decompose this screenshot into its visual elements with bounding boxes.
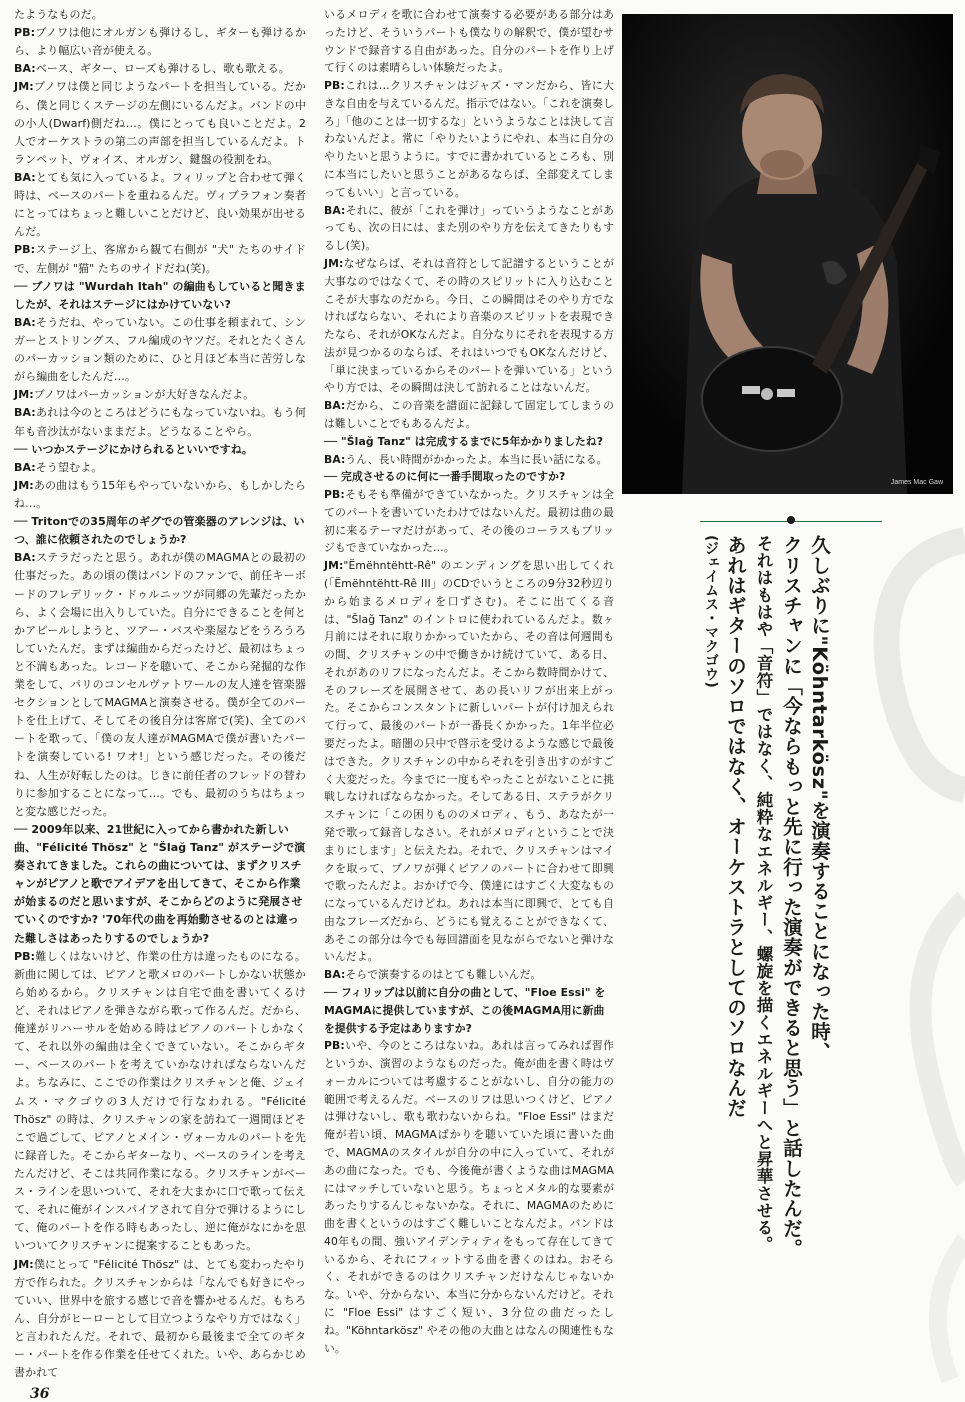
interview-answer: [14, 948, 306, 1256]
speaker-initials: JM:: [324, 559, 344, 573]
answer-text: なぜならば、それは音符として記譜するということが大事なのではなくて、その時のスピリットに入り込むことこそが大事なのだから。今日、この瞬間はそのやり方でなければならない、それにより音楽のスピリットを表現できたなら、それがOKなんだよ。自分なりにそれを表現する方法が見つかるのならば、それはいつでもOKなんだけど、「単に決まっているからそのパートを弾いている」というやり方では、その瞬間は決して訪れることはないんだ。: [324, 256, 614, 395]
answer-text: ステージ上、客席から観て右側が "犬" たちのサイドで、左側が "猫" たちのサイドだね(笑)。: [14, 243, 306, 275]
speaker-initials: JM:: [14, 388, 34, 402]
interview-answer: [14, 78, 306, 169]
speaker-initials: BA:: [14, 315, 36, 329]
answer-text: 僕にとって "Félicité Thösz" は、とても変わったやり方で作られた。クリスチャンからは「なんでも好きにやっていい、世界中を旅する感じで音を響かせるんだ。もちろん、自分がヒーローとして目立つようなやり方ではなく」と言われたんだ。それで、最初から最後まで全てのギター・パートを作る作業を任せてくれた。いや、あらかじめ書かれて: [14, 1257, 306, 1380]
pullquote-line-2: クリスチャンに「今ならもっと先に行った演奏ができると思う」と話したんだ。: [780, 535, 803, 1259]
speaker-initials: BA:: [14, 62, 36, 76]
interview-answer: [324, 255, 614, 397]
speaker-initials: PB:: [14, 243, 36, 257]
interview-question: ── 完成させるのに何に一番手間取ったのですか?: [324, 470, 566, 484]
interview-answer: [324, 966, 614, 984]
interview-answer: [324, 557, 614, 966]
speaker-initials: PB:: [324, 1039, 345, 1053]
answer-text: ブノワはパーカッションが大好きなんだよ。: [33, 388, 255, 402]
interview-answer: [14, 169, 306, 241]
answer-text: たようなものだ。: [14, 8, 103, 21]
speaker-initials: BA:: [324, 452, 346, 466]
interview-answer: [14, 314, 306, 386]
interview-answer: [324, 1037, 614, 1357]
interview-answer: [14, 60, 306, 78]
concert-photo-image: [622, 14, 953, 494]
interview-answer: [324, 397, 614, 433]
speaker-initials: BA:: [324, 203, 346, 217]
speaker-initials: PB:: [324, 488, 345, 502]
interview-answer: [14, 1256, 306, 1383]
interview-question: ── "Šlağ Tanz" は完成するまでに5年かかりましたね?: [324, 434, 604, 448]
interview-answer: [324, 486, 614, 557]
answer-text: とても気に入っているよ。フィリップと合わせて弾く時は、ベースのパートを重ねるんだ。ヴィブラフォン奏者にとってはちょっと難しいことだけど、良い効果が出せるんだ。: [14, 170, 306, 239]
answer-text: ベース、ギター、ローズも弾けるし、歌も歌える。: [35, 62, 290, 76]
interview-answer: [324, 202, 614, 255]
speaker-initials: JM:: [14, 478, 34, 492]
answer-text: これは…クリスチャンはジャズ・マンだから、皆に大きな自由を与えているんだ。指示ではない。「これを演奏しろ」「他のことは一切するな」というようなことは決して言わないんだよ。常に「やりたいようにやれ、本当に自分のやりたいと思うように。すでに書かれているところも、別に本当にしたいと思うことがあるならば、全部変えてしまってもいい」と言っている。: [324, 79, 614, 199]
answer-text: 難しくはないけど、作業の仕方は違ったものになる。新曲に関しては、ピアノと歌メロのパートしかない状態から始めるから。クリスチャンは自宅で曲を書いてくるけど、それはピアノを弾きながら歌って作るんだ。だから、俺達がリハーサルを始める時はピアノのパートしかなくて、それ以外の編曲は全くできていない。そこからギター、ベースのパートを考えていかなければならないんだよ。ちなみに、ここでの作業はクリスチャンと俺、ジェイムス・マクゴウの3人だけで行なわれる。"Félicité Thösz" の時は、クリスチャンの家を訪ねて一週間ほどそこで過ごして、ピアノとメイン・ヴォーカルのパートを先に録音した。そこからギターなり、ベースのラインを考えたんだけど、そこは共同作業になる。クリスチャンがベース・ラインを思いついて、それを大まかに口で歌って伝えて、それに俺がインスパイアされて自分で弾けるようにして、俺のパートを作る時もあったし、逆に俺がなにかを思いついてクリスチャンに提案することもあった。: [14, 949, 306, 1253]
interview-answer: [14, 386, 306, 404]
pullquote-attribution: (ジェイムス・マクゴウ): [703, 535, 719, 688]
answer-text: そらで演奏するのはとても難しいんだ。: [345, 968, 542, 982]
speaker-initials: BA:: [14, 170, 36, 184]
answer-text: そう望むよ。: [35, 460, 103, 474]
answer-text: "Ëmëhntëhtt-Rê" のエンディングを思い出してくれ(「Ëmëhntëhtt-Rê III」のCDでいうところの9分32秒辺りから始まるメロディを口ずさむ)。そこに出てくる音は、"Šlağ Tanz" のイントロに使われているんだよ。数ヶ月前にはそれに取りかかっていたから、その音は何週間もの間、クリスチャンの中で働きかけ続けていて、ある日、それがあのリフになったんだよ。そこから数時間かけて、そのフレーズを展開させて、あの長いリフが出来上がった。そこからコンスタントに新しいパートが付け加えられて行って、最後のパートが一番長くかかった。1年半位必要だったよ。暗闇の只中で啓示を受けるような感じで最後はできた。クリスチャンの中からそれを引き出すのがすごく大変だった。今までに一度もやったことがないことに挑戦しなければならなかった。そしてある日、ステラがクリスチャンに「この困りもののメロディ、もう、あなたが一発で歌って録音しなさい。それがメロディということで決まりにします」と伝えたね。それで、クリスチャンはマイクを取って、ブノワが弾くピアノのパートに合わせて即興で歌ったんだよ。おかげで今、僕達にはすごく大変なものになっているんだけどね。あれは本当に即興で、とても自由なフレーズだから、どうにも覚えることができなくて、あそこの部分は今でも毎回譜面を見ながらでないと弾けないんだよ。: [324, 559, 614, 964]
article-column-1: [14, 6, 306, 1382]
interview-question: ── ブノワは "Wurdah Itah" の編曲もしていると聞きましたが、それはステージにはかけていない?: [14, 279, 306, 311]
background-swirl-ornament: [830, 480, 965, 1400]
speaker-initials: JM:: [324, 256, 344, 270]
speaker-initials: BA:: [14, 406, 36, 420]
answer-text: あれは今のところはどうにもなっていないね。もう何年も音沙汰がないままだよ。どうなることやら。: [14, 406, 306, 438]
speaker-initials: JM:: [14, 80, 34, 94]
speaker-initials: BA:: [14, 551, 36, 565]
answer-text: それに、彼が「これを弾け」っていうようなことがあっても、次の日には、また別のやり方を伝えてきたりもするし(笑)。: [324, 203, 614, 253]
interview-question: ── Tritonでの35周年のギグでの管楽器のアレンジは、いつ、誰に依頼されたのでしょうか?: [14, 515, 305, 547]
interview-question: ── 2009年以来、21世紀に入ってから書かれた新しい曲、"Félicité Thösz" と "Šlağ Tanz" がステージで演奏されてきました。これらの曲については、まずクリスチャンがピアノと歌でアイデアを出してきて、そこから作業が始まるのだと思いますが、そこからどのように発展させていくのですか? '70年代の曲を再始動させるのとは違った難しさはあったりするのでしょうか?: [14, 822, 306, 945]
article-column-2: [324, 6, 614, 1357]
answer-text: ブノワは他にオルガンも弾けるし、ギターも弾けるから、より幅広い音が使える。: [14, 26, 306, 58]
page-number: 36: [30, 1386, 50, 1402]
answer-text: だから、この音楽を譜面に記録して固定してしまうのは難しいことでもあるんだよ。: [324, 399, 614, 430]
speaker-initials: BA:: [324, 968, 346, 982]
answer-text: ブノワは僕と同じようなパートを担当している。だから、僕と同じくステージの左側にいるんだよ。バンドの中の小人(Dwarf)側だね…。僕にとっても良いことだよ。2人でオーケストラの第二の声部を担当しているんだよ。トランペット、ヴォイス、オルガン、鍵盤の役割をね。: [14, 80, 306, 166]
guitarist-photo: [622, 14, 953, 494]
interview-answer: [14, 459, 306, 477]
speaker-initials: BA:: [324, 399, 346, 413]
interview-answer: [14, 404, 306, 440]
pullquote-line-1: 久しぶりに"Köhntarkösz"を演奏することになった時、: [808, 535, 831, 1062]
interview-answer: [14, 24, 306, 60]
interview-question: ── いつかステージにかけられるといいですね。: [14, 442, 253, 456]
speaker-initials: PB:: [14, 26, 36, 40]
interview-answer: [324, 77, 614, 201]
speaker-initials: BA:: [14, 460, 36, 474]
answer-text: うん、長い時間がかかったよ。本当に長い話になる。: [345, 452, 608, 466]
answer-text: そもそも準備ができていなかった。クリスチャンは全てのパートを書いていたわけではないんだ。最初は曲の最初に来るテーマだけがあって、その後のコーラスもブリッジもできていなかった…。: [324, 488, 614, 555]
answer-text: いや、今のところはないね。あれは言ってみれば習作というか、演習のようなものだった。俺が曲を書く時はヴォーカルについては考慮することがないし、自分の能力の範囲で考えるんだ。ベースのリフは思いつくけど、ピアノは弾けないし、歌も歌わないからね。"Floe Essi" はまだ俺が若い頃、MAGMAばかりを聴いていた頃に書いた曲で、MAGMAのスタイルが自分の中に入っていて、それがあの曲になった。でも、今後俺が書くような曲はMAGMAにはマッチしていないと思う。ちょっとメタル的な要素があったりするんじゃないかな。それに、MAGMAのために曲を書くというのはすごく難しいことなんだよ。バンドは40年もの間、強いアイデンティティをもって存在してきているから、それにフィットする曲を書くのはね。おそらく、それができるのはクリスチャンだけなんじゃないかな。いや、分からない、本当に分からないんだけど。それに "Floe Essi" はすごく短い、3分位の曲だったしね。"Köhntarkösz" やその他の大曲とはなんの関連性もない。: [324, 1039, 614, 1355]
speaker-initials: PB:: [14, 949, 36, 963]
interview-answer: [14, 6, 306, 24]
pullquote-line-3: それはもはや「音符」ではなく、純粋なエネルギー、螺旋を描くエネルギーへと昇華させる。: [754, 535, 773, 1254]
photo-credit: James Mac Gaw: [890, 479, 943, 486]
answer-text: いるメロディを歌に合わせて演奏する必要がある部分はあったけど、そういうパートも僕なりの解釈で、僕が望むサウンドで録音する自由があった。自分のパートを作り上げて行くのは素晴らしい体験だったよ。: [324, 8, 614, 75]
speaker-initials: JM:: [14, 1257, 34, 1271]
answer-text: そうだね、やっていない。この仕事を頼まれて、シンガーとストリングス、フル編成のヤツだ。それとたくさんのパーカッション類のために、ひと月ほど本当に苦労しながら編曲をしたんだ…。: [14, 315, 306, 384]
interview-answer: [14, 241, 306, 277]
divider-dot: [787, 516, 795, 524]
speaker-initials: PB:: [324, 79, 345, 93]
interview-answer: [324, 451, 614, 469]
interview-answer: [14, 477, 306, 513]
answer-text: ステラだったと思う。あれが僕のMAGMAとの最初の仕事だった。あの頃の僕はバンドのファンで、前任キーボードのフレデリック・ドゥルニッツが同郷の先輩だったから、よく会場に出入りしていた。自分にできることを何とかアピールしようと、ツアー・バスや楽屋などをうろうろしていたんだ。まずは編曲からだったけど、最初はちょっと不満もあった。レコードを聴いて、そこから発掘的な作業をして、パリのコンセルヴァトワールの友人達を管楽器セクションとしてMAGMAと演奏させる。僕が全てのパートを仕上げて、そしてその後自分は客席で(笑)、全てのパートを歌って、「僕の友人達がMAGMAで僕が書いたパートを演奏している! ワオ!」という感じだった。その後だね、人生が好転したのは。じきに前任者のフレッドの替わりに参加することになって…。でも、最初のうちはちょっと変な感じだった。: [14, 551, 306, 818]
interview-answer: [14, 549, 306, 821]
interview-answer: [324, 6, 614, 77]
answer-text: あの曲はもう15年もやっていないから、もしかしたらね…。: [14, 478, 306, 510]
interview-question: ── フィリップは以前に自分の曲として、"Floe Essi" をMAGMAに提供していますが、この後MAGMA用に新曲を提供する予定はありますか?: [324, 985, 606, 1035]
pullquote-line-4: あれはギターのソロではなく、オーケストラとしてのソロなんだ: [724, 535, 747, 1118]
pullquote: [703, 535, 831, 1265]
